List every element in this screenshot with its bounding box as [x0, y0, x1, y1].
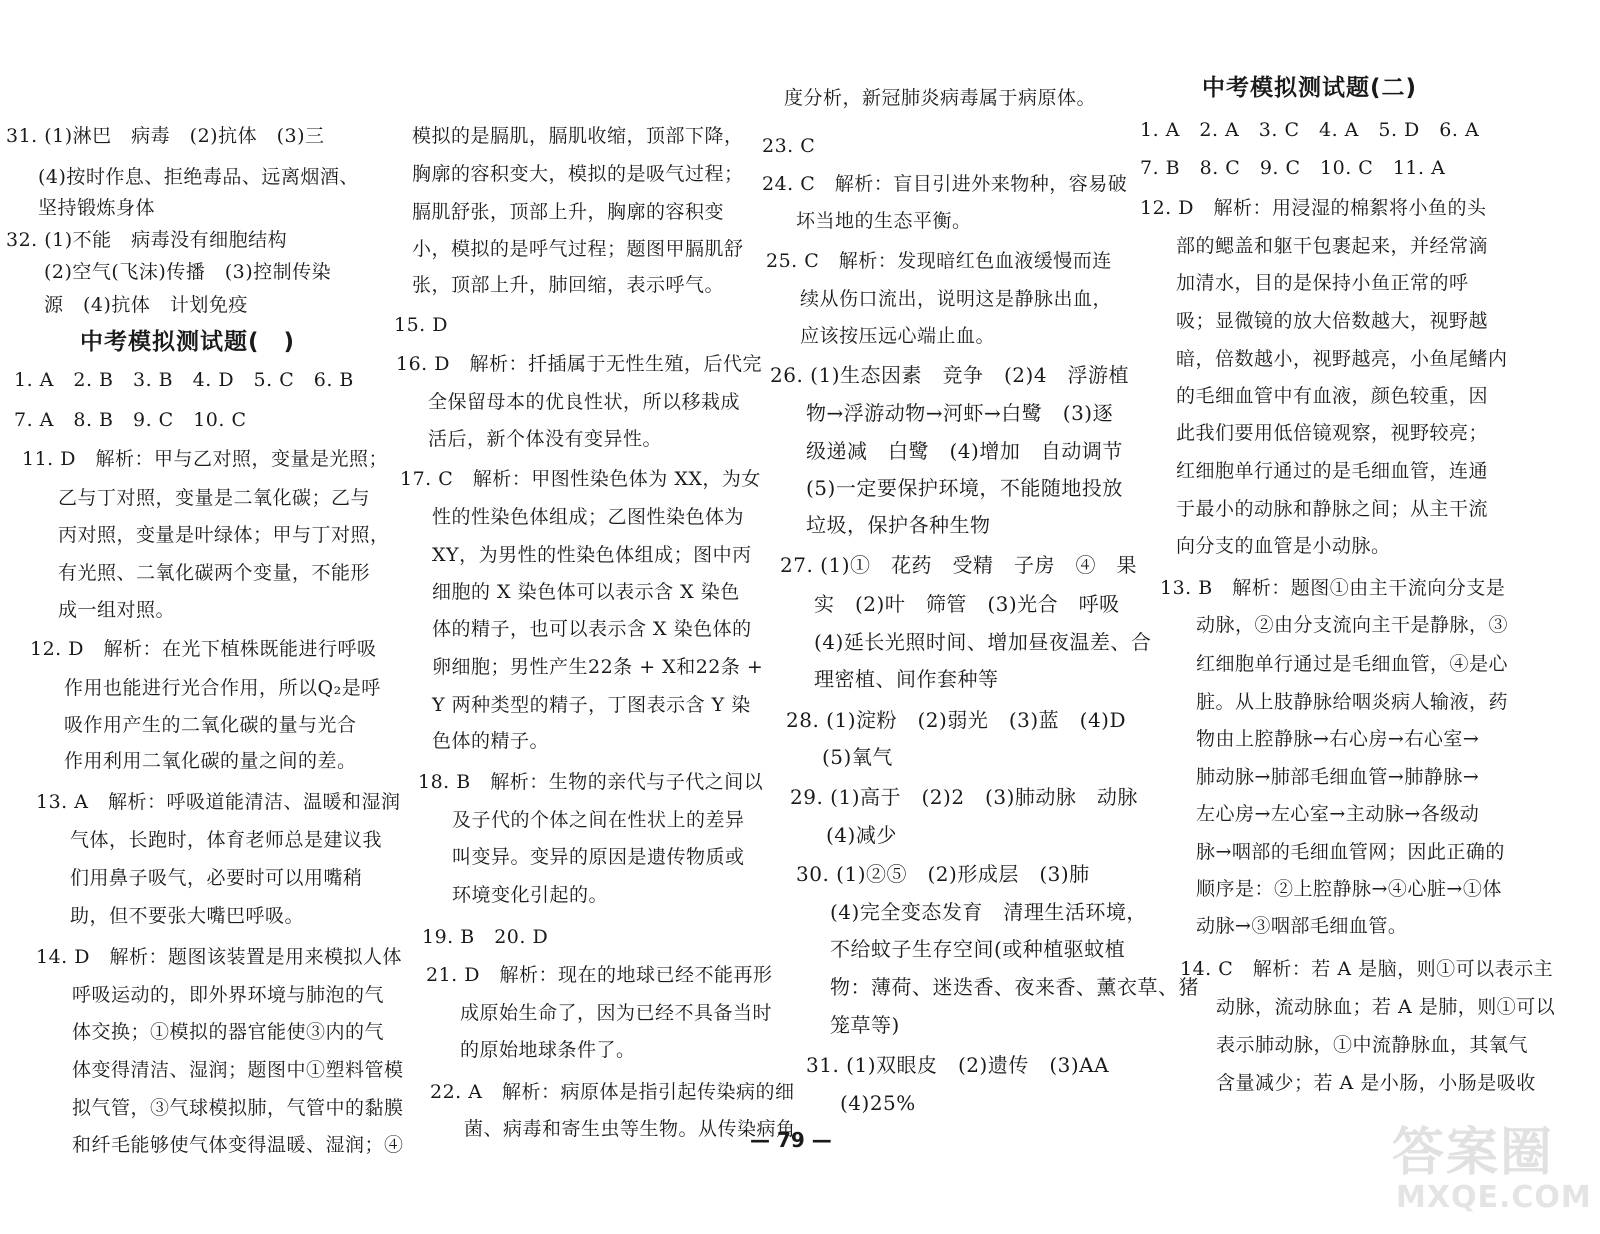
answer-line: 13. A 解析：呼吸道能清洁、温暖和湿润 [36, 791, 401, 813]
answer-line: 卵细胞；男性产生22条 + X和22条 + [432, 656, 764, 678]
answer-line: (5)一定要保护环境，不能随地投放 [806, 476, 1123, 500]
answer-line: 张，顶部上升，肺回缩，表示呼气。 [412, 274, 725, 296]
answer-line: 的毛细血管中有血液，颜色较重，因 [1176, 385, 1489, 407]
answer-line: 度分析，新冠肺炎病毒属于病原体。 [784, 87, 1097, 109]
answer-line: 动脉，②由分支流向主干是静脉，③ [1196, 614, 1509, 636]
answer-line: 坏当地的生态平衡。 [796, 210, 972, 232]
answer-line: 25. C 解析：发现暗红色血液缓慢而连 [766, 250, 1112, 272]
answer-line: 22. A 解析：病原体是指引起传染病的细 [430, 1081, 795, 1103]
answer-line: 小，模拟的是呼气过程；题图甲膈肌舒 [412, 238, 744, 260]
answer-line: 部的鳃盖和躯干包裹起来，并经常滴 [1176, 235, 1489, 257]
answer-line: 向分支的血管是小动脉。 [1176, 535, 1391, 557]
answer-line: (5)氧气 [822, 745, 893, 769]
answer-line: 笼草等) [830, 1013, 900, 1037]
answer-line: 红细胞单行通过是毛细血管，④是心 [1196, 653, 1509, 675]
section-heading: 中考模拟测试题( ) [80, 329, 296, 355]
answer-line: 24. C 解析：盲目引进外来物种，容易破 [762, 173, 1128, 195]
answer-row: 7. A 8. B 9. C 10. C [14, 409, 247, 431]
answer-line: 27. (1)① 花药 受精 子房 ④ 果 [780, 553, 1137, 577]
answer-line: 17. C 解析：甲图性染色体为 XX，为女 [400, 468, 761, 490]
answer-line: 性的性染色体组成；乙图性染色体为 [432, 506, 745, 528]
answer-line: 30. (1)②⑤ (2)形成层 (3)肺 [796, 862, 1090, 886]
answer-line: 左心房→左心室→主动脉→各级动 [1196, 803, 1480, 825]
answer-line: (4)按时作息、拒绝毒品、远离烟酒、 [38, 166, 359, 188]
answer-line: 动脉→③咽部毛细血管。 [1196, 915, 1408, 937]
answer-line: 动脉，流动脉血；若 A 是肺，则①可以 [1216, 996, 1556, 1018]
answer-line: 加清水，目的是保持小鱼正常的呼 [1176, 272, 1469, 294]
answer-line: 细胞的 X 染色体可以表示含 X 染色 [432, 581, 740, 603]
answer-line: 全保留母本的优良性状，所以移栽成 [428, 391, 741, 413]
answer-line: 32. (1)不能 病毒没有细胞结构 [6, 229, 288, 251]
answer-line: 暗，倍数越小，视野越亮，小鱼尾鳍内 [1176, 348, 1508, 370]
answer-line: 脏。从上肢静脉给咽炎病人输液，药 [1196, 691, 1509, 713]
section-heading: 中考模拟测试题(二) [1202, 75, 1418, 101]
answer-line: 乙与丁对照，变量是二氧化碳；乙与 [58, 487, 371, 509]
answer-line: 体的精子，也可以表示含 X 染色体的 [432, 618, 752, 640]
page-number: — 79 — [750, 1128, 832, 1152]
answer-line: 丙对照，变量是叶绿体；甲与丁对照， [58, 524, 390, 546]
answer-line: 环境变化引起的。 [452, 884, 609, 906]
answer-line: 叫变异。变异的原因是遗传物质或 [452, 846, 745, 868]
answer-line: 含量减少；若 A 是小肠，小肠是吸收 [1216, 1072, 1536, 1094]
answer-line: 成一组对照。 [58, 599, 176, 621]
answer-line: 物→浮游动物→河虾→白鹭 (3)逐 [806, 401, 1114, 425]
watermark-logo [1392, 1110, 1592, 1228]
answer-line: 不给蚊子生存空间(或种植驱蚊植 [830, 937, 1126, 961]
answer-line: 此我们要用低倍镜观察，视野较亮； [1176, 422, 1489, 444]
answer-line: 膈肌舒张，顶部上升，胸廓的容积变 [412, 201, 725, 223]
answer-row: 1. A 2. A 3. C 4. A 5. D 6. A [1140, 119, 1480, 141]
answer-line: 垃圾，保护各种生物 [806, 513, 991, 537]
answer-line: 31. (1)淋巴 病毒 (2)抗体 (3)三 [6, 125, 325, 147]
answer-line: 物由上腔静脉→右心房→右心室→ [1196, 728, 1480, 750]
answer-line: 理密植、间作套种等 [814, 667, 999, 691]
answer-line: 气体，长跑时，体育老师总是建议我 [70, 829, 383, 851]
answer-line: 19. B 20. D [422, 926, 549, 948]
answer-line: 及子代的个体之间在性状上的差异 [452, 809, 745, 831]
answer-line: 13. B 解析：题图①由主干流向分支是 [1160, 577, 1506, 599]
answer-line: 菌、病毒和寄生虫等生物。从传染病角 [464, 1118, 796, 1140]
answer-line: 应该按压远心端止血。 [800, 325, 996, 347]
answer-line: 11. D 解析：甲与乙对照，变量是光照； [22, 448, 388, 470]
answer-line: 体变得清洁、湿润；题图中①塑料管模 [72, 1059, 404, 1081]
answer-line: (4)延长光照时间、增加昼夜温差、合 [814, 630, 1152, 654]
answer-line: 助，但不要张大嘴巴呼吸。 [70, 905, 305, 927]
answer-line: (4)25% [840, 1091, 916, 1115]
answer-line: 物：薄荷、迷迭香、夜来香、薰衣草、猪 [830, 975, 1199, 999]
answer-line: 16. D 解析：扦插属于无性生殖，后代完 [396, 353, 762, 375]
answer-line: 12. D 解析：用浸湿的棉絮将小鱼的头 [1140, 197, 1487, 219]
answer-line: 29. (1)高于 (2)2 (3)肺动脉 动脉 [790, 785, 1138, 809]
answer-row: 7. B 8. C 9. C 10. C 11. A [1140, 157, 1446, 179]
answer-line: 作用也能进行光合作用，所以Q₂是呼 [64, 677, 381, 699]
answer-line: 体交换；①模拟的器官能使③内的气 [72, 1021, 385, 1043]
answer-line: 脉→咽部的毛细血管网；因此正确的 [1196, 841, 1505, 863]
answer-line: (4)完全变态发育 清理生活环境， [830, 900, 1147, 924]
answer-line: 14. C 解析：若 A 是脑，则①可以表示主 [1180, 958, 1554, 980]
answer-line: 胸廓的容积变大，模拟的是吸气过程； [412, 163, 744, 185]
answer-line: 吸；显微镜的放大倍数越大，视野越 [1176, 310, 1489, 332]
answer-line: 肺动脉→肺部毛细血管→肺静脉→ [1196, 766, 1480, 788]
answer-line: 拟气管，③气球模拟肺，气管中的黏膜 [72, 1097, 404, 1119]
answer-line: XY，为男性的性染色体组成；图中丙 [432, 544, 752, 566]
answer-line: Y 两种类型的精子，丁图表示含 Y 染 [432, 694, 751, 716]
answer-line: 实 (2)叶 筛管 (3)光合 呼吸 [814, 592, 1120, 616]
answer-line: 呼吸运动的，即外界环境与肺泡的气 [72, 984, 385, 1006]
answer-line: 14. D 解析：题图该装置是用来模拟人体 [36, 946, 402, 968]
answer-line: 23. C [762, 135, 816, 157]
answer-line: 红细胞单行通过的是毛细血管，连通 [1176, 460, 1489, 482]
answer-line: 表示肺动脉，①中流静脉血，其氧气 [1216, 1034, 1529, 1056]
answer-line: 们用鼻子吸气，必要时可以用嘴稍 [70, 867, 363, 889]
answer-line: 于最小的动脉和静脉之间；从主干流 [1176, 498, 1489, 520]
answer-line: (2)空气(飞沫)传播 (3)控制传染 [44, 261, 332, 283]
answer-line: 吸作用产生的二氧化碳的量与光合 [64, 714, 357, 736]
answer-line: 26. (1)生态因素 竞争 (2)4 浮游植 [770, 363, 1130, 387]
answer-line: 21. D 解析：现在的地球已经不能再形 [426, 964, 773, 986]
answer-line: 活后，新个体没有变异性。 [428, 428, 663, 450]
answer-line: 成原始生命了，因为已经不具备当时 [460, 1002, 773, 1024]
answer-line: 色体的精子。 [432, 730, 550, 752]
watermark-url: MXQE.COM [1396, 1180, 1592, 1215]
answer-line: 和纤毛能够使气体变得温暖、湿润；④ [72, 1134, 404, 1156]
answer-line: 31. (1)双眼皮 (2)遗传 (3)AA [806, 1053, 1110, 1077]
answer-line: 源 (4)抗体 计划免疫 [44, 294, 248, 316]
answer-line: 18. B 解析：生物的亲代与子代之间以 [418, 771, 764, 793]
watermark-text: 答案圈 [1392, 1123, 1555, 1183]
answer-line: 级递减 白鹭 (4)增加 自动调节 [806, 439, 1123, 463]
answer-line: 坚持锻炼身体 [38, 197, 156, 219]
answer-line: 12. D 解析：在光下植株既能进行呼吸 [30, 638, 377, 660]
answer-line: 的原始地球条件了。 [460, 1039, 636, 1061]
answer-line: 15. D [394, 314, 448, 336]
answer-line: 有光照、二氧化碳两个变量，不能形 [58, 562, 371, 584]
answer-line: 28. (1)淀粉 (2)弱光 (3)蓝 (4)D [786, 708, 1127, 732]
answer-line: 模拟的是膈肌，膈肌收缩，顶部下降， [412, 125, 744, 147]
answer-row: 1. A 2. B 3. B 4. D 5. C 6. B [14, 369, 354, 391]
answer-line: (4)减少 [826, 823, 897, 847]
answer-line: 续从伤口流出，说明这是静脉出血， [800, 288, 1113, 310]
answer-line: 作用利用二氧化碳的量之间的差。 [64, 750, 357, 772]
answer-line: 顺序是：②上腔静脉→④心脏→①体 [1196, 878, 1502, 900]
